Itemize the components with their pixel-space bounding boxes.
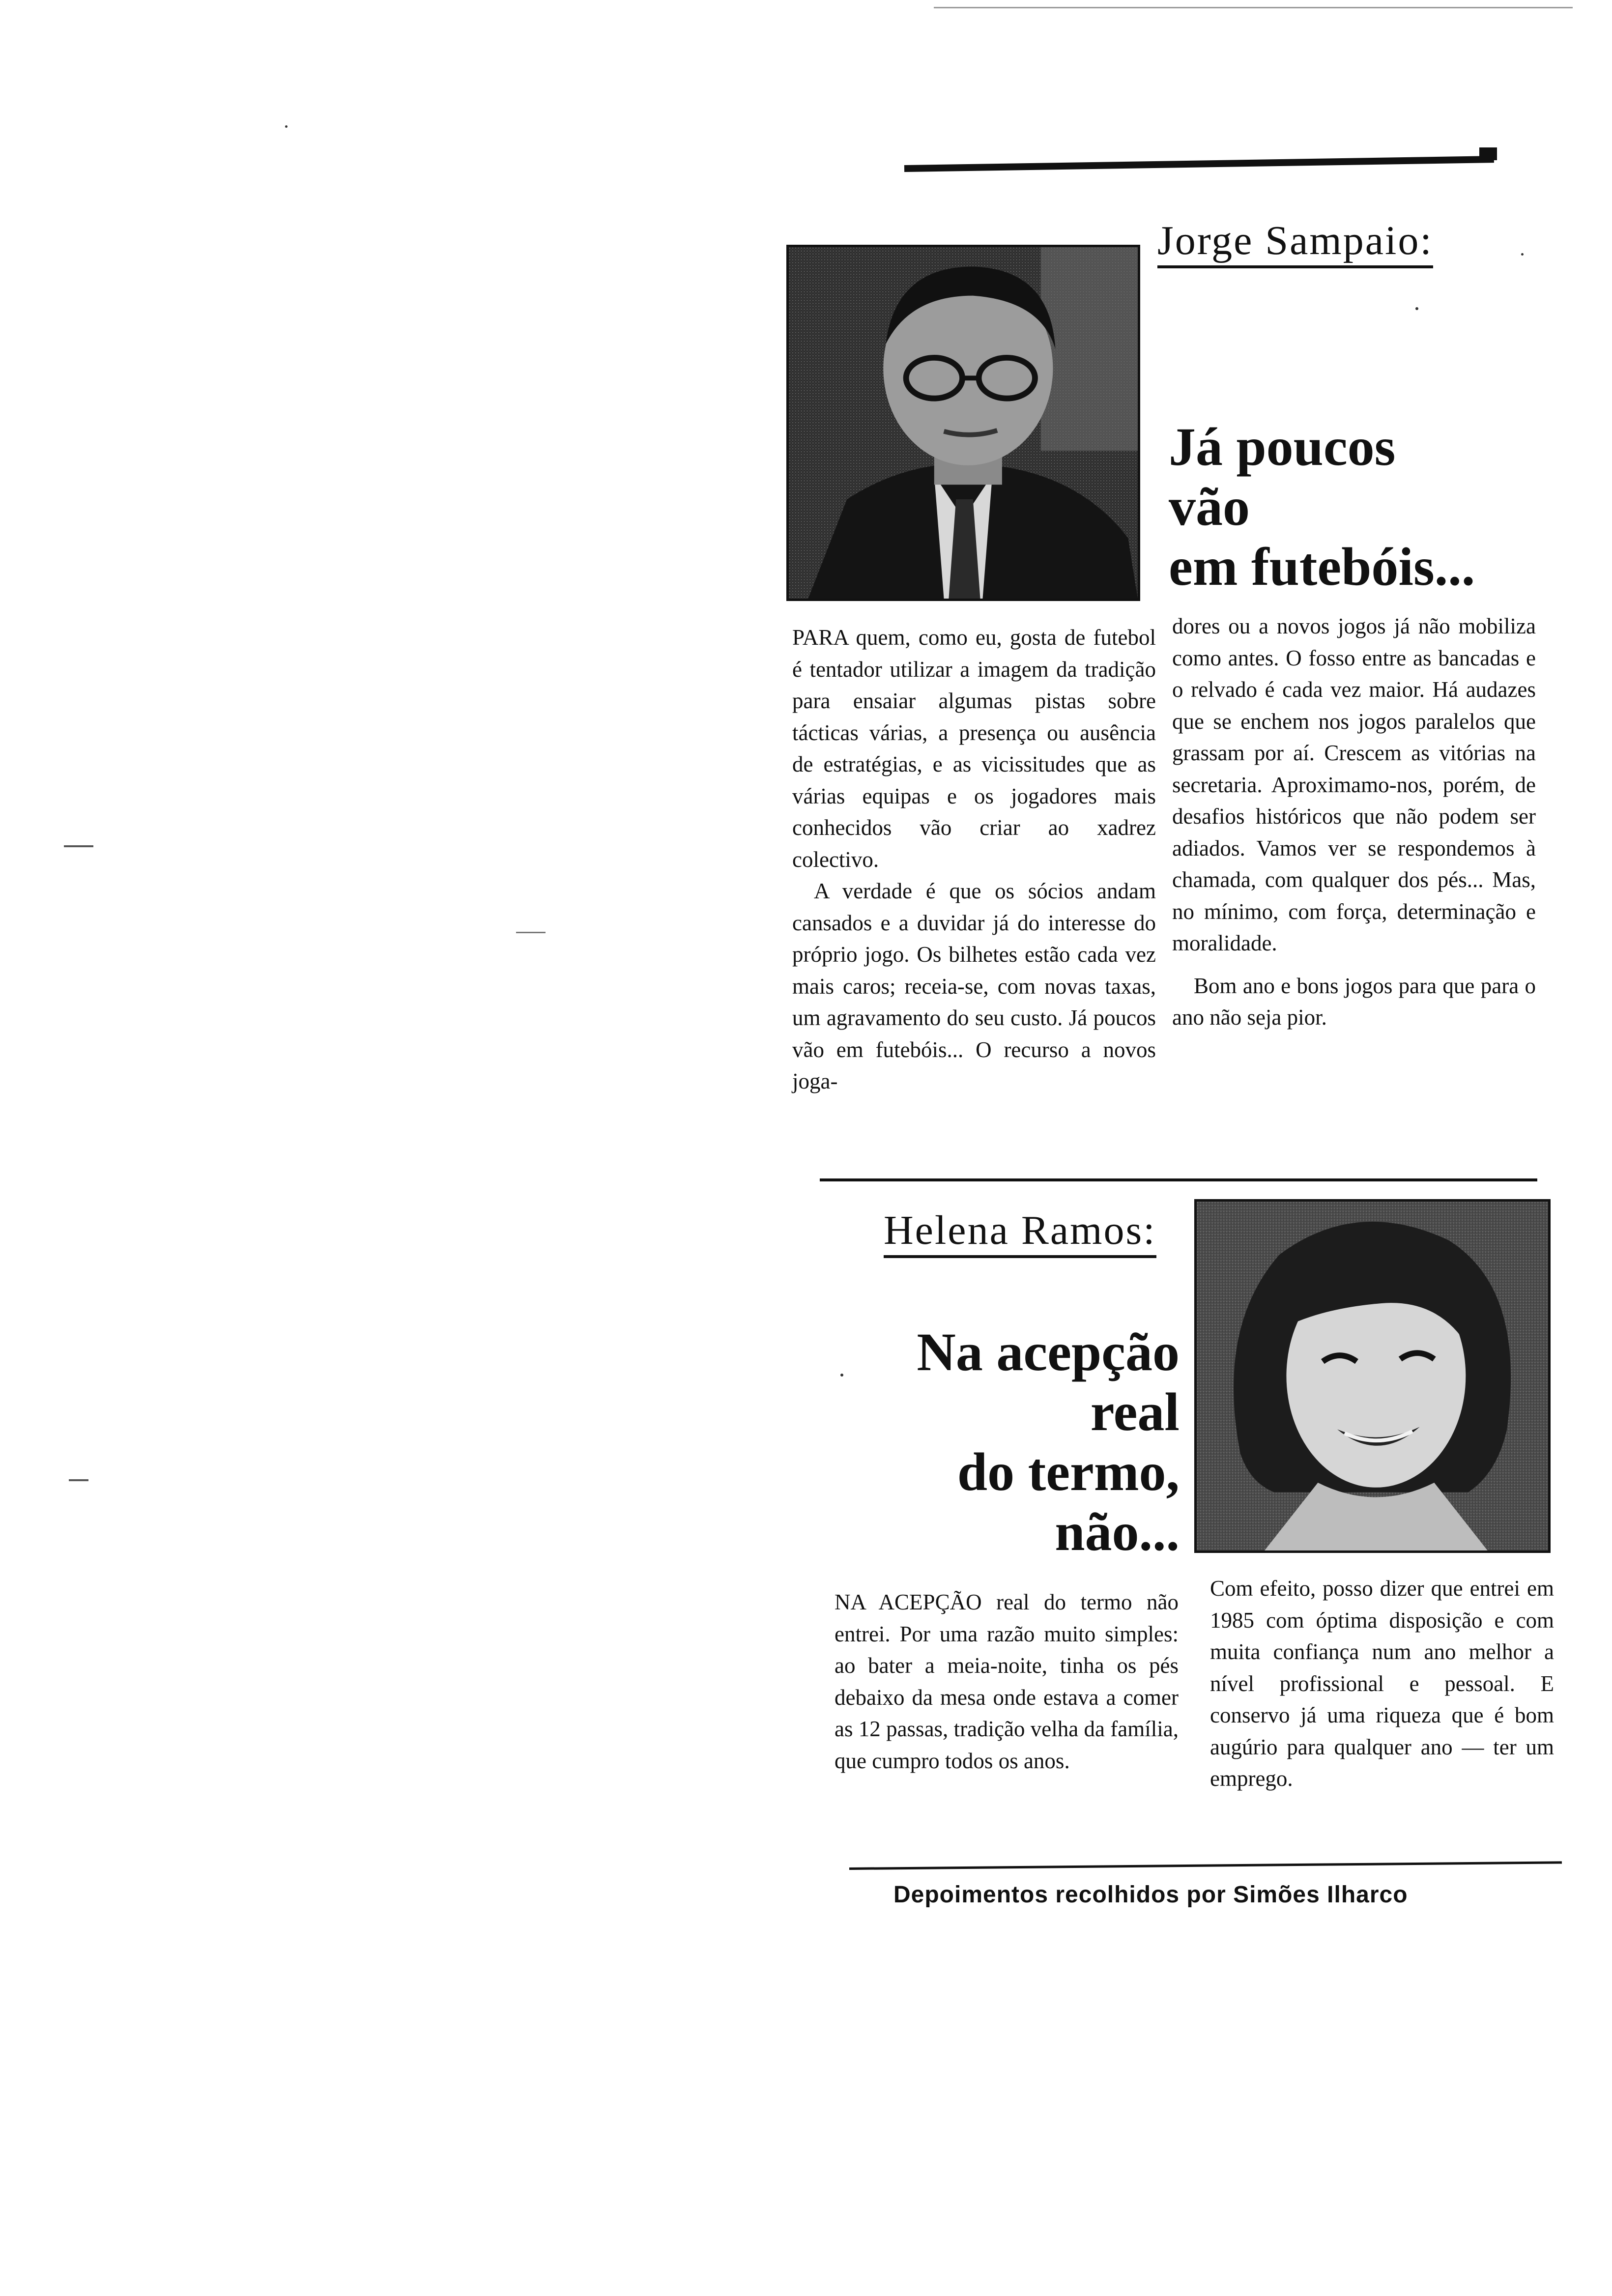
- byline-helena-ramos: Helena Ramos:: [884, 1210, 1156, 1258]
- margin-mark-2: [516, 932, 546, 933]
- headline-line: não...: [1055, 1502, 1180, 1562]
- top-scan-line: [934, 7, 1573, 8]
- headline-line: do termo,: [957, 1442, 1180, 1502]
- speck: [285, 125, 288, 128]
- speck: [840, 1374, 843, 1377]
- portrait-photo-jorge-sampaio: [786, 245, 1140, 601]
- headline-article-2: [885, 1322, 1180, 1562]
- paragraph: PARA quem, como eu, gosta de futebol é tentador utilizar a imagem da tradição para ensaiar algumas pistas sobre tácticas várias, a presença ou ausência de estratégias, e as vicissitudes que as várias equipas e os jogadores mais conhecidos vão criar ao xadrez colectivo.: [792, 625, 1156, 872]
- paragraph: dores ou a novos jogos já não mobiliza como antes. O fosso entre as bancadas e o relvado é cada vez maior. Há audazes que se enchem nos jogos paralelos que grassam por aí. Crescem as vitórias na secretaria. Aproximamo-nos, porém, de desafios históricos que não podem ser adiados. Vamos ver se respondemos à chamada, com qualquer dos pés... Mas, no mínimo, com força, determinação e moralidade.: [1172, 614, 1536, 955]
- top-heavy-rule-end: [1479, 147, 1497, 160]
- headline-line: vão: [1169, 477, 1250, 537]
- portrait-woman-icon: [1197, 1202, 1548, 1550]
- speck: [1415, 307, 1418, 310]
- portrait-man-icon: [789, 247, 1138, 599]
- paragraph: Com efeito, posso dizer que entrei em 1985 com óptima disposição e com muita confiança num ano melhor a nível profissional e pessoal. E conservo já uma riqueza que é bom augúrio para qualquer ano — ter um emprego.: [1210, 1576, 1554, 1791]
- margin-mark-3: [69, 1479, 88, 1481]
- headline-line: em futebóis...: [1169, 537, 1475, 597]
- article-2-column-right: [1210, 1573, 1554, 1795]
- portrait-photo-helena-ramos: [1194, 1199, 1551, 1553]
- article-divider: [820, 1178, 1537, 1181]
- margin-mark-1: [64, 845, 93, 847]
- article-1-column-left: [792, 622, 1156, 1097]
- top-heavy-rule: [904, 156, 1494, 172]
- headline-line: Na acepção: [917, 1322, 1180, 1382]
- headline-line: Já poucos: [1169, 417, 1396, 477]
- headline-article-1: [1169, 417, 1475, 597]
- credit-divider: [849, 1861, 1562, 1870]
- byline-jorge-sampaio: Jorge Sampaio:: [1157, 220, 1433, 268]
- paragraph: A verdade é que os sócios andam cansados e a duvidar já do interesse do próprio jogo. Os bilhetes estão cada vez mais caros; receia-se, com novas taxas, um agravamento do seu custo. Já poucos vão em futebóis... O recurso a novos joga-: [792, 879, 1156, 1093]
- article-1-column-right: [1172, 610, 1536, 1033]
- paragraph: Bom ano e bons jogos para que para o ano não seja pior.: [1172, 973, 1536, 1030]
- headline-line: real: [1090, 1382, 1180, 1442]
- article-2-column-left: [835, 1586, 1179, 1777]
- speck: [1521, 253, 1524, 256]
- paragraph: NA ACEPÇÃO real do termo não entrei. Por uma razão muito simples: ao bater a meia-noite, tinha os pés debaixo da mesa onde estava a comer as 12 passas, tradição velha da família, que cumpro todos os anos.: [835, 1590, 1179, 1773]
- credit-line: Depoimentos recolhidos por Simões Ilharco: [893, 1882, 1408, 1908]
